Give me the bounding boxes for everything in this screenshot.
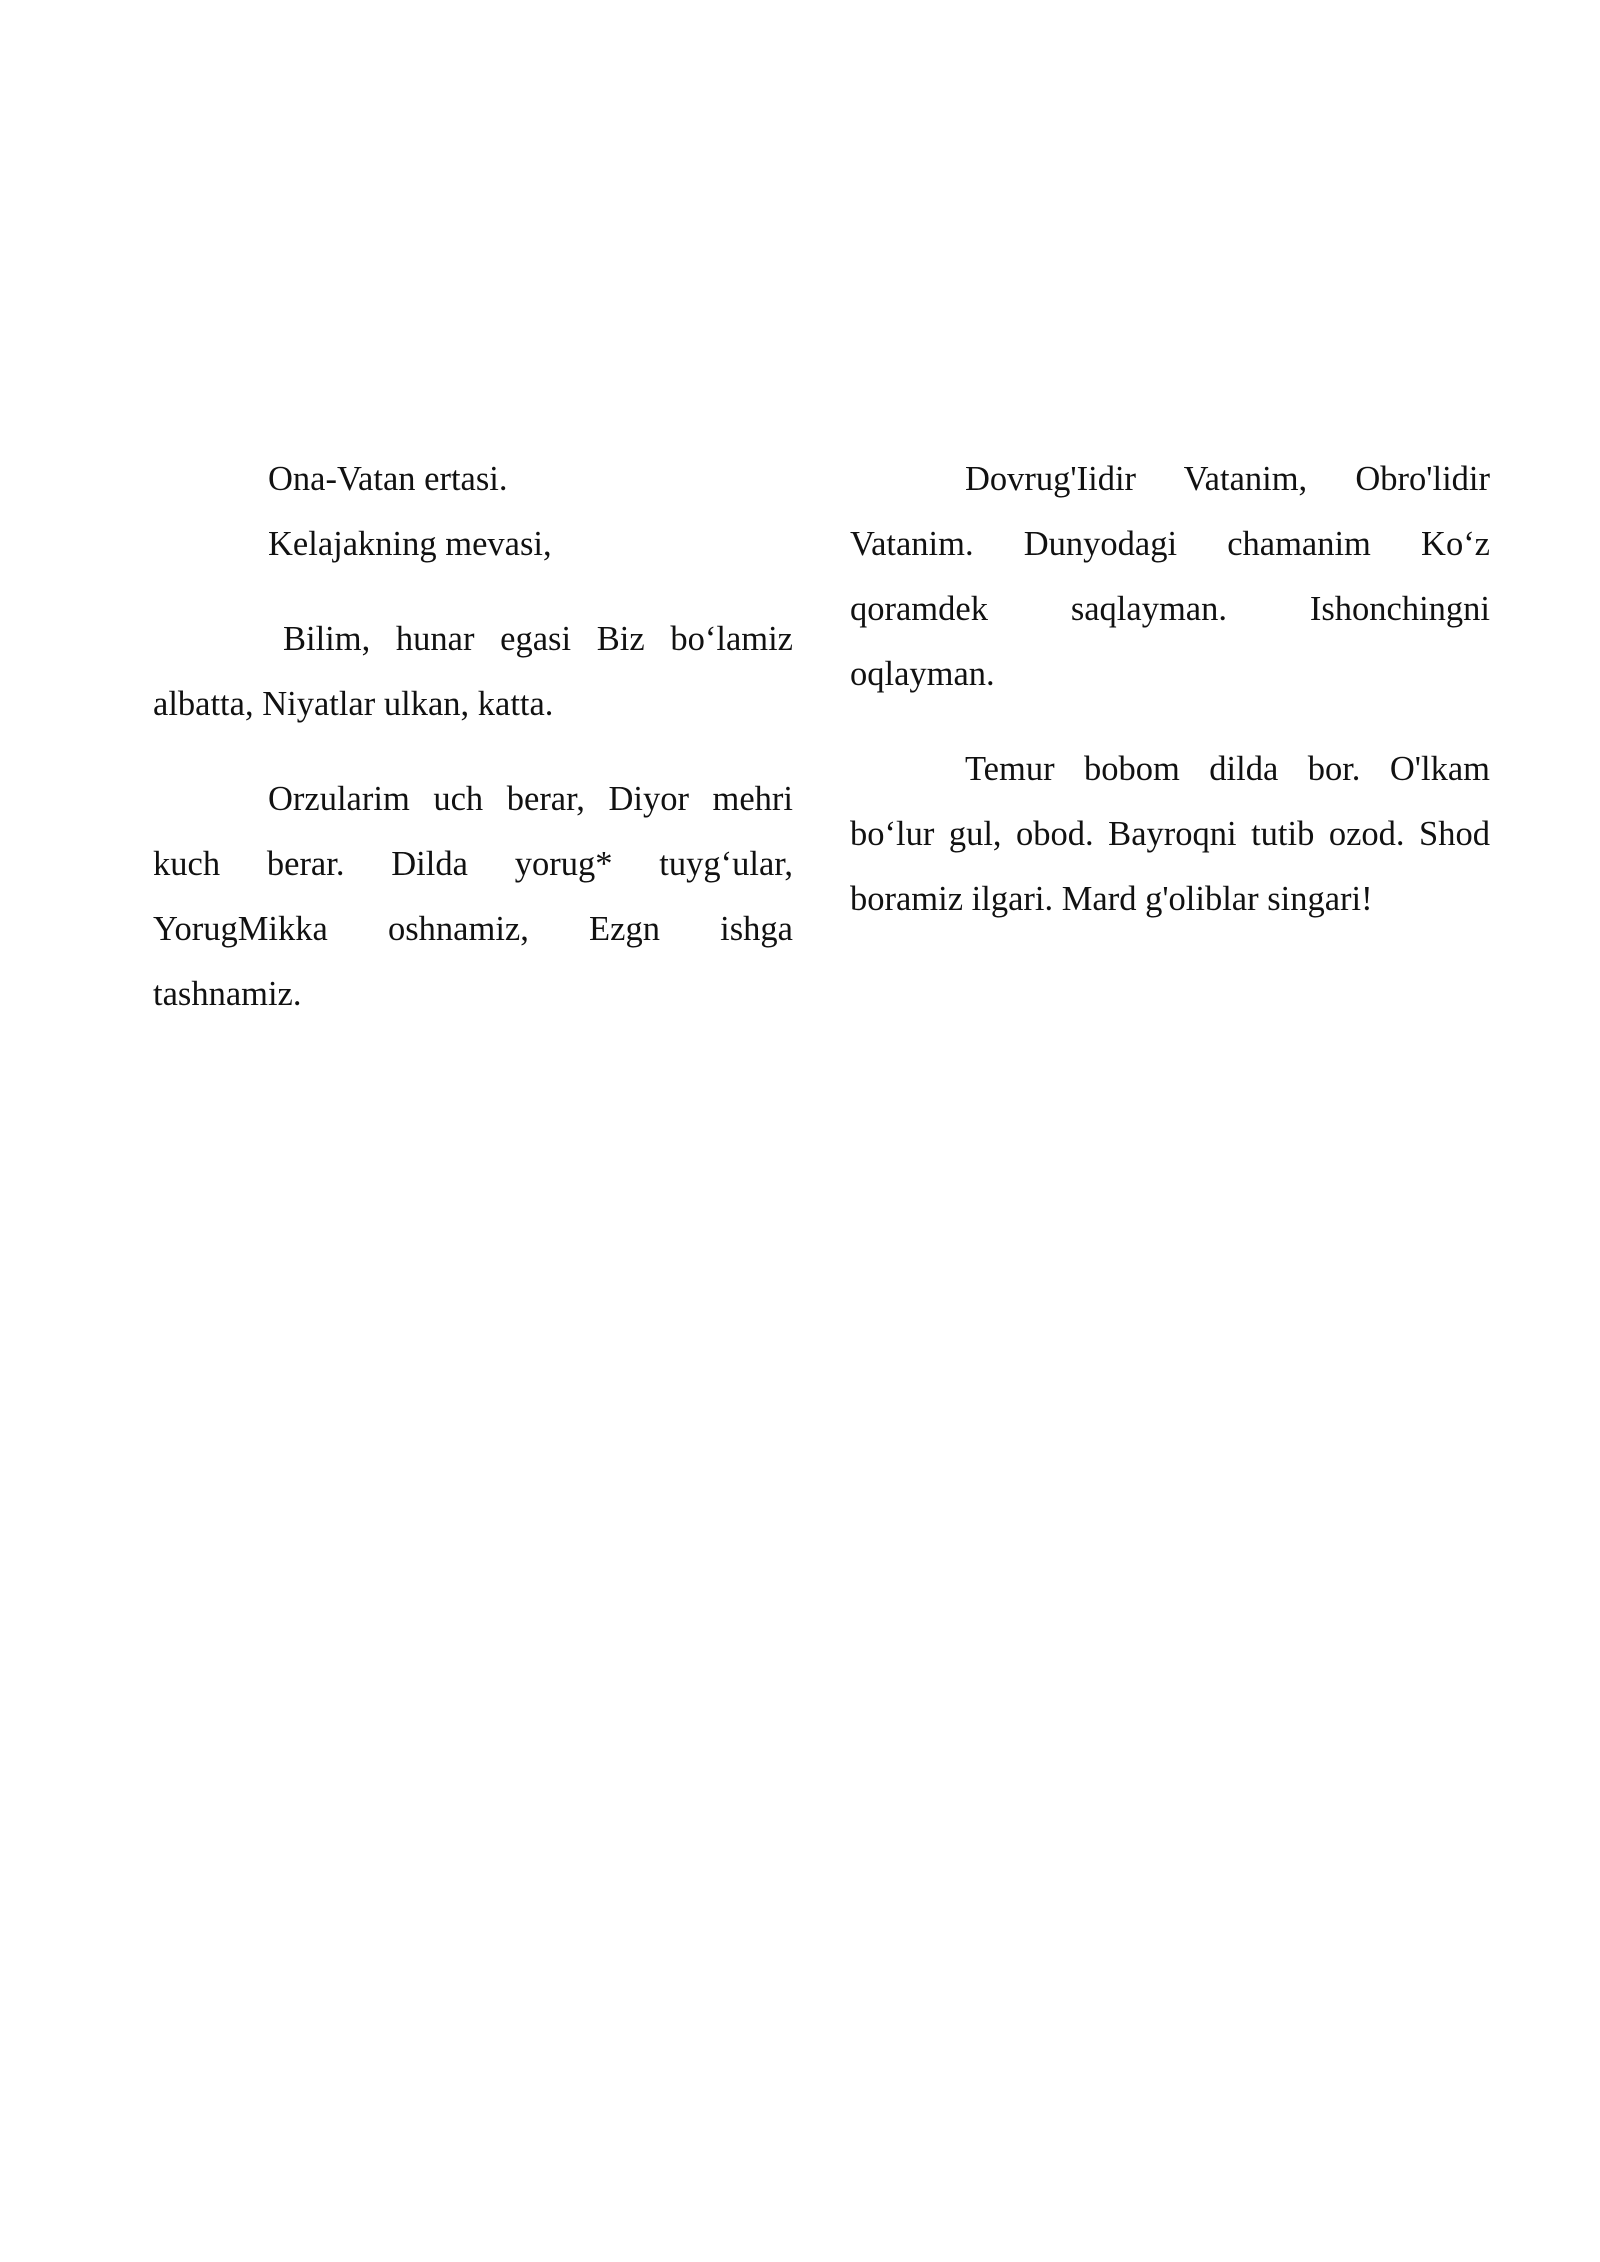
poem-paragraph: Orzularim uch berar, Diyor mehri kuch berar. Dilda yorug* tuyg‘ular, YorugMikka oshnamiz, Ezgn ishga tashnamiz. [153, 780, 793, 1013]
poem-line: Ona-Vatan ertasi. [268, 460, 508, 498]
poem-paragraph: Bilim, hunar egasi Biz bo‘lamiz albatta, Niyatlar ulkan, katta. [153, 620, 793, 723]
paragraph-gap [850, 707, 1490, 737]
poem-paragraph: Temur bobom dilda bor. O'lkam bo‘lur gul, obod. Bayroqni tutib ozod. Shod boramiz ilgari. Mard g'oliblar singari! [850, 750, 1490, 918]
paragraph-gap [153, 737, 793, 767]
poem-paragraph: Dovrug'Iidir Vatanim, Obro'lidir Vatanim. Dunyodagi chamanim Ko‘z qoramdek saqlayman. Ishonchingni oqlayman. [850, 460, 1490, 693]
poem-line: Kelajakning mevasi, [268, 525, 552, 563]
paragraph-gap [153, 577, 793, 607]
left-column [153, 447, 793, 1027]
right-column [850, 447, 1490, 932]
